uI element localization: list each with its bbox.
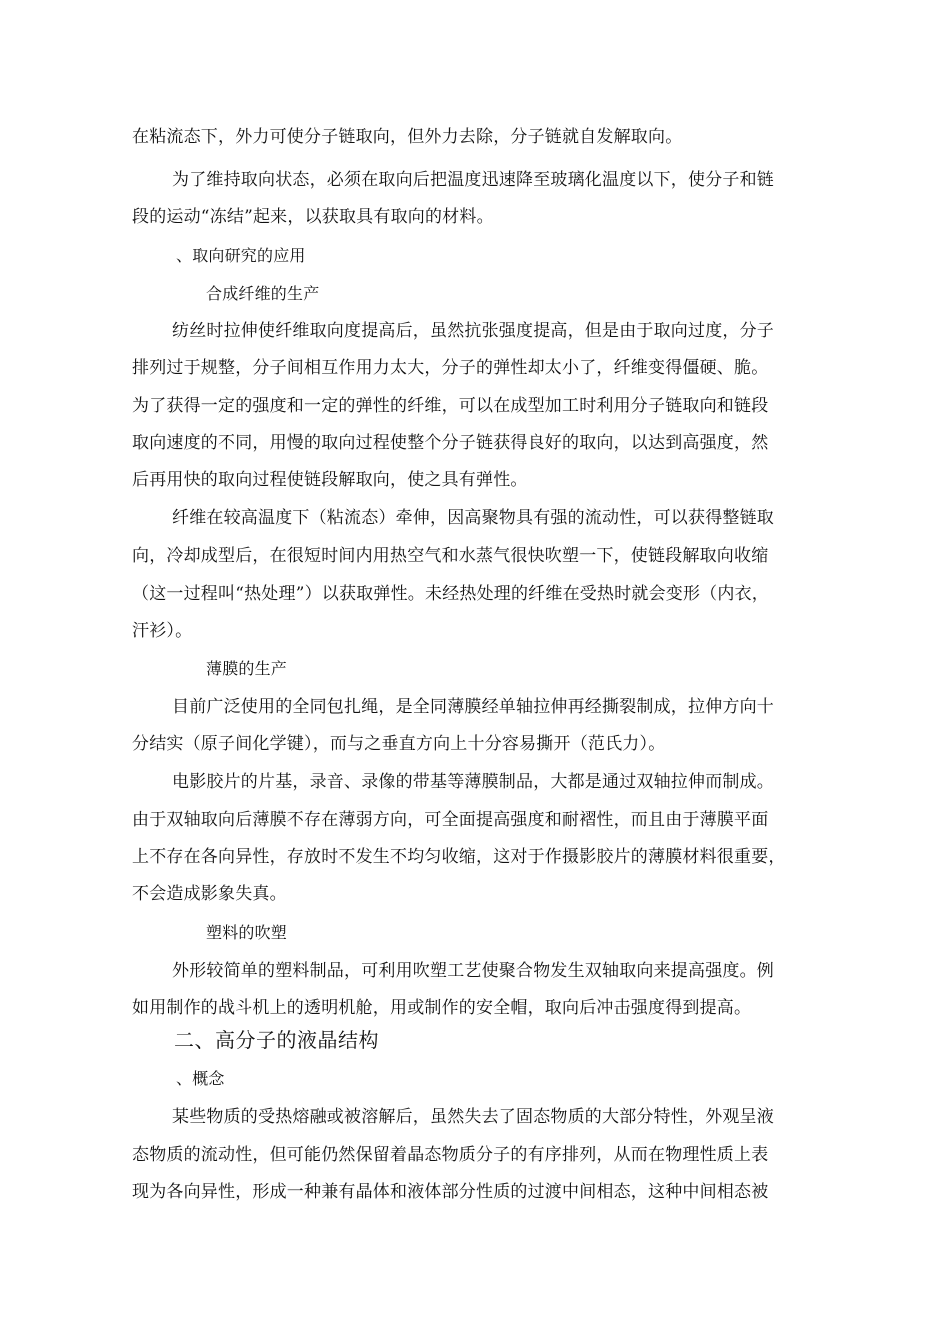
section-heading: 、取向研究的应用 (176, 246, 306, 265)
paragraph-line: 上不存在各向异性，存放时不发生不均匀收缩，这对于作摄影胶片的薄膜材料很重要， (132, 847, 786, 867)
paragraph-line: （这一过程叫“热处理”）以获取弹性。未经热处理的纤维在受热时就会变形（内衣， (132, 584, 769, 604)
paragraph-line: 为了维持取向状态，必须在取向后把温度迅速降至玻璃化温度以下，使分子和链 (172, 170, 774, 190)
paragraph-line: 如用制作的战斗机上的透明机舱，用或制作的安全帽，取向后冲击强度得到提高。 (132, 998, 752, 1018)
paragraph-line: 外形较简单的塑料制品，可利用吹塑工艺使聚合物发生双轴取向来提高强度。例 (172, 961, 774, 981)
paragraph-line: 后再用快的取向过程使链段解取向，使之具有弹性。 (132, 470, 528, 490)
paragraph-line: 电影胶片的片基，录音、录像的带基等薄膜制品，大都是通过双轴拉伸而制成。 (172, 772, 774, 792)
paragraph-line: 态物质的流动性，但可能仍然保留着晶态物质分子的有序排列，从而在物理性质上表 (132, 1145, 769, 1165)
paragraph-line: 排列过于规整，分子间相互作用力太大，分子的弹性却太小了，纤维变得僵硬、脆。 (132, 358, 769, 378)
paragraph-line: 某些物质的受热熔融或被溶解后，虽然失去了固态物质的大部分特性，外观呈液 (172, 1107, 774, 1127)
paragraph-line: 目前广泛使用的全同包扎绳，是全同薄膜经单轴拉伸再经撕裂制成，拉伸方向十 (172, 697, 774, 717)
paragraph-line: 纺丝时拉伸使纤维取向度提高后，虽然抗张强度提高，但是由于取向过度，分子 (172, 321, 774, 341)
paragraph-line: 取向速度的不同，用慢的取向过程使整个分子链获得良好的取向，以达到高强度，然 (132, 433, 769, 453)
paragraph-line: 纤维在较高温度下（粘流态）牵伸，因高聚物具有强的流动性，可以获得整链取 (172, 508, 774, 528)
subsection-heading: 薄膜的生产 (206, 659, 288, 678)
paragraph-line: 段的运动“冻结”起来，以获取具有取向的材料。 (132, 207, 494, 227)
paragraph-line: 为了获得一定的强度和一定的弹性的纤维，可以在成型加工时利用分子链取向和链段 (132, 396, 769, 416)
paragraph-line: 汗衫）。 (132, 621, 193, 641)
subsection-heading: 塑料的吹塑 (206, 923, 288, 942)
chapter-heading: 二、高分子的液晶结构 (174, 1028, 379, 1052)
subsection-heading: 合成纤维的生产 (206, 284, 320, 303)
section-heading: 、概念 (176, 1069, 225, 1088)
paragraph-line: 不会造成影象失真。 (132, 884, 287, 904)
paragraph-line: 现为各向异性，形成一种兼有晶体和液体部分性质的过渡中间相态，这种中间相态被 (132, 1182, 769, 1202)
paragraph-line: 分结实（原子间化学键），而与之垂直方向上十分容易撕开（范氏力）。 (132, 734, 666, 754)
paragraph-line: 在粘流态下，外力可使分子链取向，但外力去除，分子链就自发解取向。 (132, 127, 683, 147)
paragraph-line: 由于双轴取向后薄膜不存在薄弱方向，可全面提高强度和耐褶性，而且由于薄膜平面 (132, 810, 769, 830)
paragraph-line: 向，冷却成型后，在很短时间内用热空气和水蒸气很快吹塑一下，使链段解取向收缩 (132, 546, 769, 566)
